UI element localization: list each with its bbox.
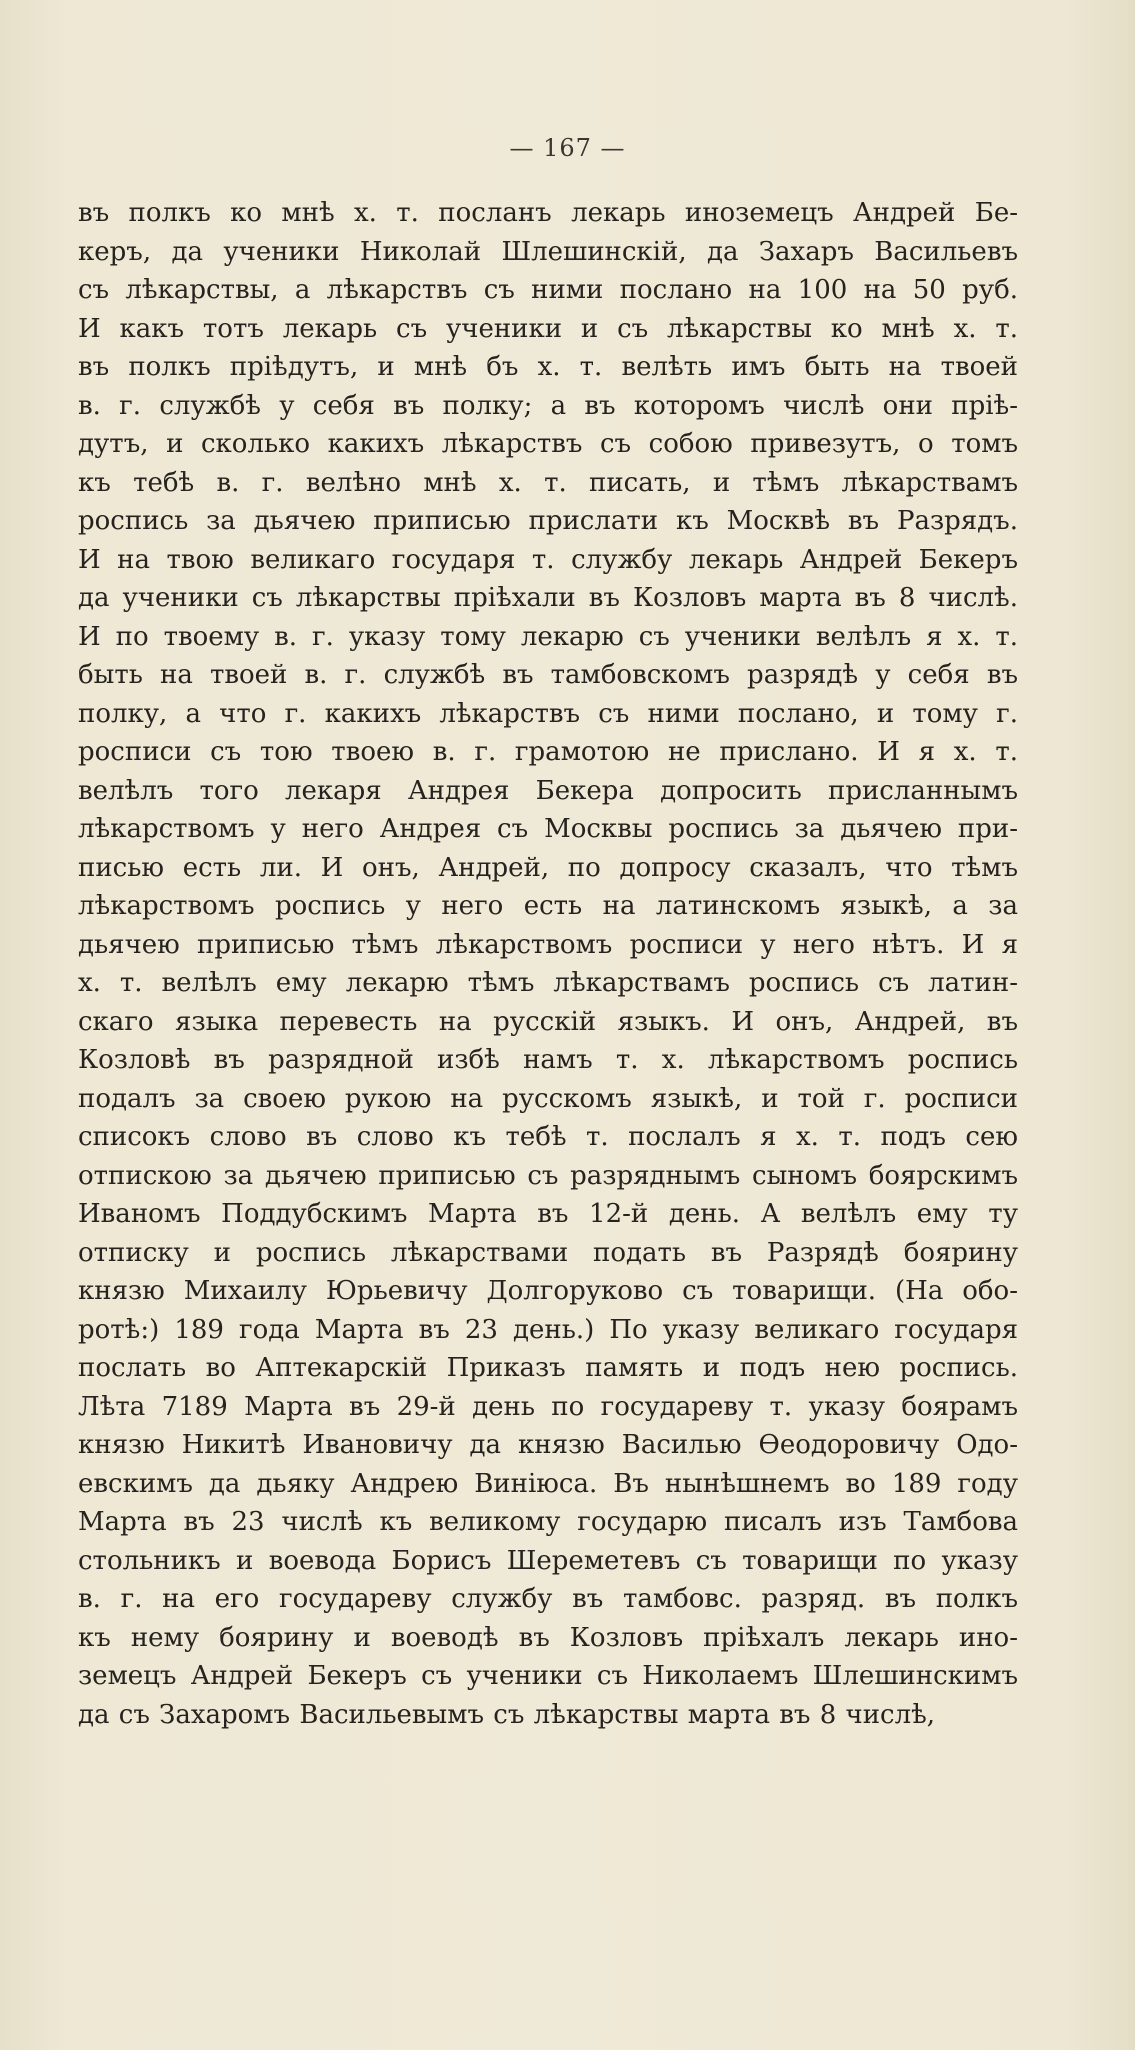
text-line: списокъ слово въ слово къ тебѣ т. послалъ я х. т. подъ сею	[78, 1122, 1018, 1152]
text-line: евскимъ да дьяку Андрею Виніюса. Въ нынѣшнемъ во 189 году	[78, 1468, 1018, 1499]
text-line: съ лѣкарствы, а лѣкарствъ съ ними послано на 100 на 50 руб.	[78, 275, 1018, 305]
text-line: Иваномъ Поддубскимъ Марта въ 12-й день. А велѣлъ ему ту	[78, 1199, 1018, 1229]
text-line: подалъ за своею рукою на русскомъ языкѣ, и той г. росписи	[78, 1083, 1018, 1114]
text-line: быть на твоей в. г. службѣ въ тамбовскомъ разрядѣ у себя въ	[78, 660, 1018, 690]
text-line: земецъ Андрей Бекеръ съ ученики съ Николаемъ Шлешинскимъ	[78, 1661, 1018, 1691]
text-line: роспись за дьячею приписью прислати къ Москвѣ въ Разрядъ.	[78, 506, 1018, 536]
text-line: дьячею приписью тѣмъ лѣкарствомъ росписи у него нѣтъ. И я	[78, 929, 1018, 960]
text-line: лѣкарствомъ у него Андрея съ Москвы роспись за дьячею при-	[78, 814, 1018, 844]
text-line: въ полкъ ко мнѣ х. т. посланъ лекарь иноземецъ Андрей Бе-	[78, 198, 1018, 228]
text-line: стольникъ и воевода Борисъ Шереметевъ съ товарищи по указу	[78, 1545, 1018, 1576]
text-line: къ тебѣ в. г. велѣно мнѣ х. т. писать, и тѣмъ лѣкарствамъ	[78, 467, 1018, 498]
text-line: отпискою за дьячею приписью съ разряднымъ сыномъ боярскимъ	[78, 1160, 1018, 1191]
text-line: да ученики съ лѣкарствы пріѣхали въ Козловъ марта въ 8 числѣ.	[78, 583, 1018, 613]
text-line: Марта въ 23 числѣ къ великому государю писалъ изъ Тамбова	[78, 1507, 1018, 1537]
text-line: отписку и роспись лѣкарствами подать въ Разрядѣ боярину	[78, 1237, 1018, 1268]
text-line: послать во Аптекарскій Приказъ память и подъ нею роспись.	[78, 1353, 1018, 1383]
body-text	[78, 194, 1018, 1734]
text-line: полку, а что г. какихъ лѣкарствъ съ ними послано, и тому г.	[78, 698, 1018, 729]
text-line: къ нему боярину и воеводѣ въ Козловъ пріѣхалъ лекарь ино-	[78, 1622, 1018, 1653]
text-line: да съ Захаромъ Васильевымъ съ лѣкарствы марта въ 8 числѣ,	[78, 1699, 936, 1730]
text-line: писью есть ли. И онъ, Андрей, по допросу сказалъ, что тѣмъ	[78, 852, 1018, 883]
text-line: князю Михаилу Юрьевичу Долгоруково съ товарищи. (На обо-	[78, 1276, 1018, 1306]
text-line: росписи съ тою твоею в. г. грамотою не прислано. И я х. т.	[78, 737, 1018, 767]
page-number: — 167 —	[509, 134, 626, 162]
text-line: ротѣ:) 189 года Марта въ 23 день.) По указу великаго государя	[78, 1314, 1018, 1345]
text-line: керъ, да ученики Николай Шлешинскій, да Захаръ Васильевъ	[78, 236, 1018, 267]
text-line: И какъ тотъ лекарь съ ученики и съ лѣкарствы ко мнѣ х. т.	[78, 313, 1018, 344]
text-line: дутъ, и сколько какихъ лѣкарствъ съ собою привезутъ, о томъ	[78, 429, 1018, 459]
text-line: в. г. на его государеву службу въ тамбовс. разряд. въ полкъ	[78, 1584, 1018, 1614]
text-line: в. г. службѣ у себя въ полку; а въ которомъ числѣ они пріѣ-	[78, 390, 1018, 421]
text-line: въ полкъ пріѣдутъ, и мнѣ бъ х. т. велѣть имъ быть на твоей	[78, 352, 1018, 382]
text-line: Козловѣ въ разрядной избѣ намъ т. х. лѣкарствомъ роспись	[78, 1045, 1018, 1075]
text-line: х. т. велѣлъ ему лекарю тѣмъ лѣкарствамъ роспись съ латин-	[78, 968, 1018, 998]
text-line: велѣлъ того лекаря Андрея Бекера допросить присланнымъ	[78, 775, 1018, 806]
text-line: скаго языка перевесть на русскій языкъ. И онъ, Андрей, въ	[78, 1006, 1018, 1037]
text-line: князю Никитѣ Ивановичу да князю Василью Ѳеодоровичу Одо-	[78, 1430, 1018, 1460]
text-line: И по твоему в. г. указу тому лекарю съ ученики велѣлъ я х. т.	[78, 621, 1018, 652]
text-line: И на твою великаго государя т. службу лекарь Андрей Бекеръ	[78, 544, 1018, 575]
text-line: Лѣта 7189 Марта въ 29-й день по государеву т. указу боярамъ	[78, 1391, 1018, 1422]
text-line: лѣкарствомъ роспись у него есть на латинскомъ языкѣ, а за	[78, 891, 1018, 921]
